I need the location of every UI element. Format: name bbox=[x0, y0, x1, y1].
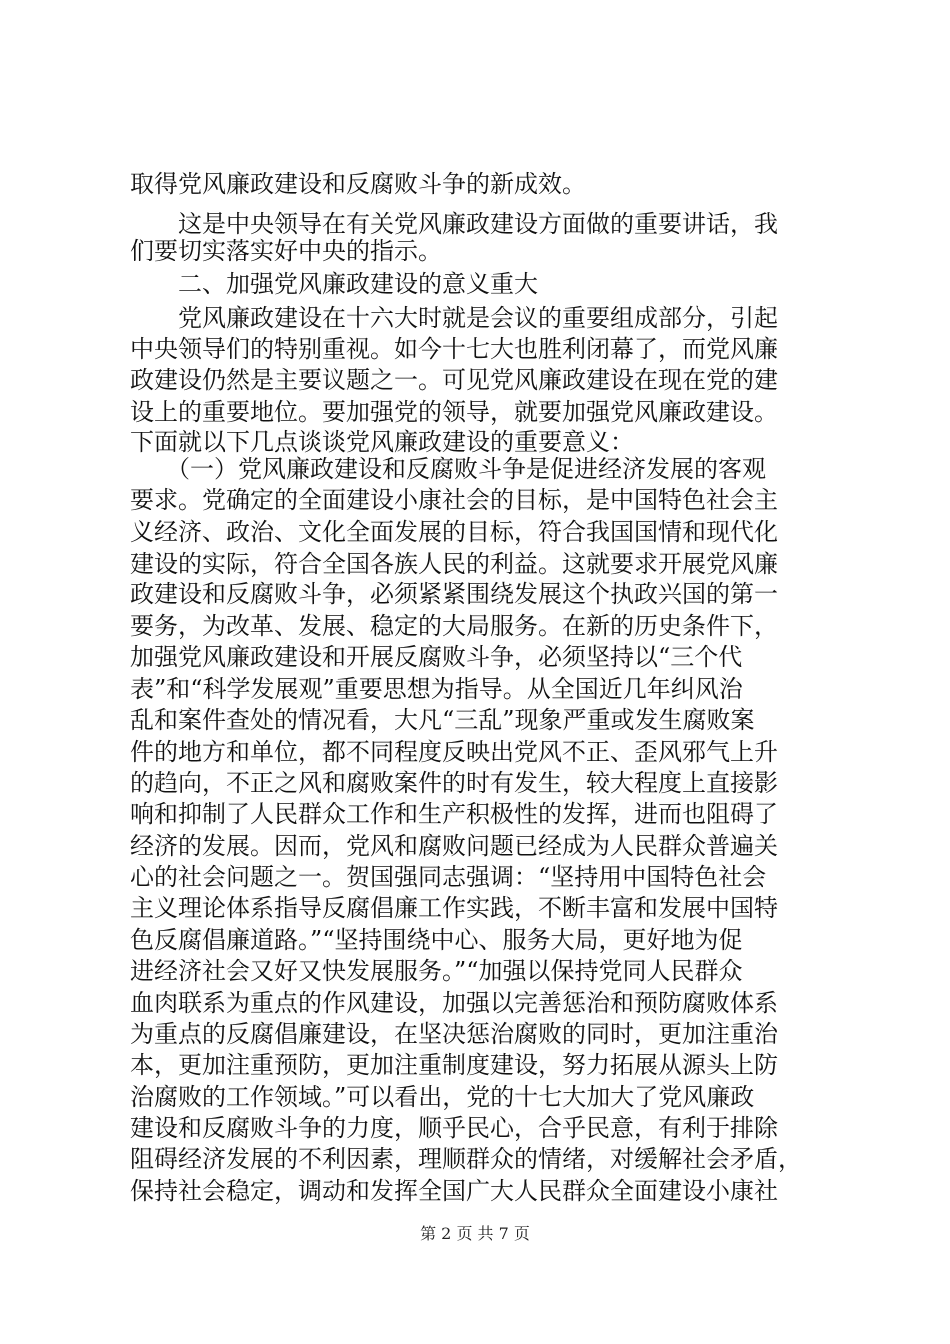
text-line: 建设的实际，符合全国各族人民的利益。这就要求开展党风廉 bbox=[130, 550, 778, 578]
text-line: 色反腐倡廉道路。”“坚持围绕中心、服务大局，更好地为促 bbox=[130, 926, 743, 954]
text-line: 要求。党确定的全面建设小康社会的目标，是中国特色社会主 bbox=[130, 486, 778, 514]
text-line: 经济的发展。因而，党风和腐败问题已经成为人民群众普遍关 bbox=[130, 832, 778, 860]
text-line: 设上的重要地位。要加强党的领导，就要加强党风廉政建设。 bbox=[130, 398, 778, 426]
text-line: 响和抑制了人民群众工作和生产积极性的发挥，进而也阻碍了 bbox=[130, 800, 778, 828]
text-line: 血肉联系为重点的作风建设，加强以完善惩治和预防腐败体系 bbox=[130, 989, 778, 1017]
text-line: 乱和案件查处的情况看，大凡“三乱”现象严重或发生腐败案 bbox=[130, 706, 755, 734]
page-footer: 第 2 页 共 7 页 bbox=[420, 1224, 530, 1243]
text-line: 这是中央领导在有关党风廉政建设方面做的重要讲话，我 bbox=[130, 210, 778, 238]
text-line: 为重点的反腐倡廉建设，在坚决惩治腐败的同时，更加注重治 bbox=[130, 1020, 778, 1048]
text-line: 表”和“科学发展观”重要思想为指导。从全国近几年纠风治 bbox=[130, 675, 743, 703]
text-line: 阻碍经济发展的不利因素，理顺群众的情绪，对缓解社会矛盾， bbox=[130, 1145, 802, 1173]
text-line: 件的地方和单位，都不同程度反映出党风不正、歪风邪气上升 bbox=[130, 738, 778, 766]
text-line: 党风廉政建设在十六大时就是会议的重要组成部分，引起 bbox=[130, 304, 778, 332]
text-line: 保持社会稳定，调动和发挥全国广大人民群众全面建设小康社 bbox=[130, 1177, 778, 1205]
text-line: 加强党风廉政建设和开展反腐败斗争，必须坚持以“三个代 bbox=[130, 643, 743, 671]
text-line: 进经济社会又好又快发展服务。”“加强以保持党同人民群众 bbox=[130, 957, 743, 985]
text-line: 本，更加注重预防，更加注重制度建设，努力拓展从源头上防 bbox=[130, 1051, 778, 1079]
text-line: （一）党风廉政建设和反腐败斗争是促进经济发展的客观 bbox=[130, 455, 766, 483]
text-line: 中央领导们的特别重视。如今十七大也胜利闭幕了，而党风廉 bbox=[130, 335, 778, 363]
text-line: 的趋向，不正之风和腐败案件的时有发生，较大程度上直接影 bbox=[130, 769, 778, 797]
text-line: 义经济、政治、文化全面发展的目标，符合我国国情和现代化 bbox=[130, 518, 778, 546]
text-line: 主义理论体系指导反腐倡廉工作实践，不断丰富和发展中国特 bbox=[130, 894, 778, 922]
text-line: 政建设仍然是主要议题之一。可见党风廉政建设在现在党的建 bbox=[130, 366, 778, 394]
section-heading: 二、加强党风廉政建设的意义重大 bbox=[130, 270, 538, 298]
text-line: 政建设和反腐败斗争，必须紧紧围绕发展这个执政兴国的第一 bbox=[130, 580, 778, 608]
text-line: 心的社会问题之一。贺国强同志强调：“坚持用中国特色社会 bbox=[130, 863, 767, 891]
text-line: 取得党风廉政建设和反腐败斗争的新成效。 bbox=[130, 170, 586, 198]
text-line: 们要切实落实好中央的指示。 bbox=[130, 237, 442, 265]
text-line: 下面就以下几点谈谈党风廉政建设的重要意义： bbox=[130, 428, 634, 456]
text-line: 建设和反腐败斗争的力度，顺乎民心，合乎民意，有利于排除 bbox=[130, 1114, 778, 1142]
text-line: 要务，为改革、发展、稳定的大局服务。在新的历史条件下， bbox=[130, 612, 778, 640]
text-line: 治腐败的工作领域。”可以看出，党的十七大加大了党风廉政 bbox=[130, 1083, 755, 1111]
